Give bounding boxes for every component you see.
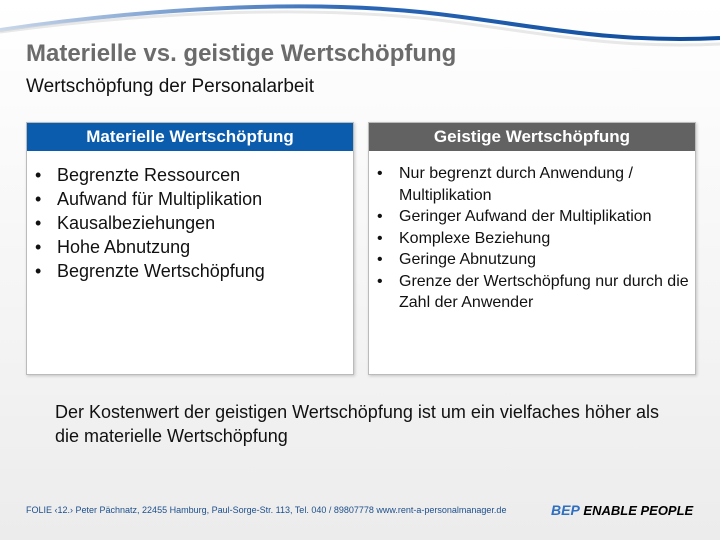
materielle-header: Materielle Wertschöpfung: [27, 123, 353, 151]
geistige-header: Geistige Wertschöpfung: [369, 123, 695, 151]
list-item: • Grenze der Wertschöpfung nur durch die Zahl der Anwender: [377, 271, 695, 314]
materielle-box: [26, 122, 354, 375]
conclusion-text: Der Kostenwert der geistigen Wertschöpfung ist um ein vielfaches höher als die materielle Wertschöpfung: [55, 402, 659, 446]
list-item: • Nur begrenzt durch Anwendung / Multiplikation: [377, 163, 695, 206]
list-item: • Geringe Abnutzung: [377, 249, 695, 271]
page-title: Materielle vs. geistige Wertschöpfung: [26, 40, 457, 67]
list-item: • Hohe Abnutzung: [35, 235, 353, 259]
list-item: • Komplexe Beziehung: [377, 228, 695, 250]
list-item: • Geringer Aufwand der Multiplikation: [377, 206, 695, 228]
list-item: • Aufwand für Multiplikation: [35, 187, 353, 211]
list-item: • Begrenzte Ressourcen: [35, 163, 353, 187]
brand-tagline: ENABLE PEOPLE: [583, 503, 694, 518]
geistige-box: [368, 122, 696, 375]
footer-text: FOLIE ‹12.› Peter Pächnatz, 22455 Hamburg, Paul-Sorge-Str. 113, Tel. 040 / 89807778 www.rent-a-personalmanager.de: [26, 505, 507, 515]
page-subtitle: Wertschöpfung der Personalarbeit: [26, 76, 314, 97]
brand-logo: [551, 502, 693, 518]
materielle-list: [27, 151, 353, 283]
geistige-list: [369, 151, 695, 314]
brand-bep: BEP: [551, 502, 580, 518]
list-item: • Kausalbeziehungen: [35, 211, 353, 235]
list-item: • Begrenzte Wertschöpfung: [35, 259, 353, 283]
